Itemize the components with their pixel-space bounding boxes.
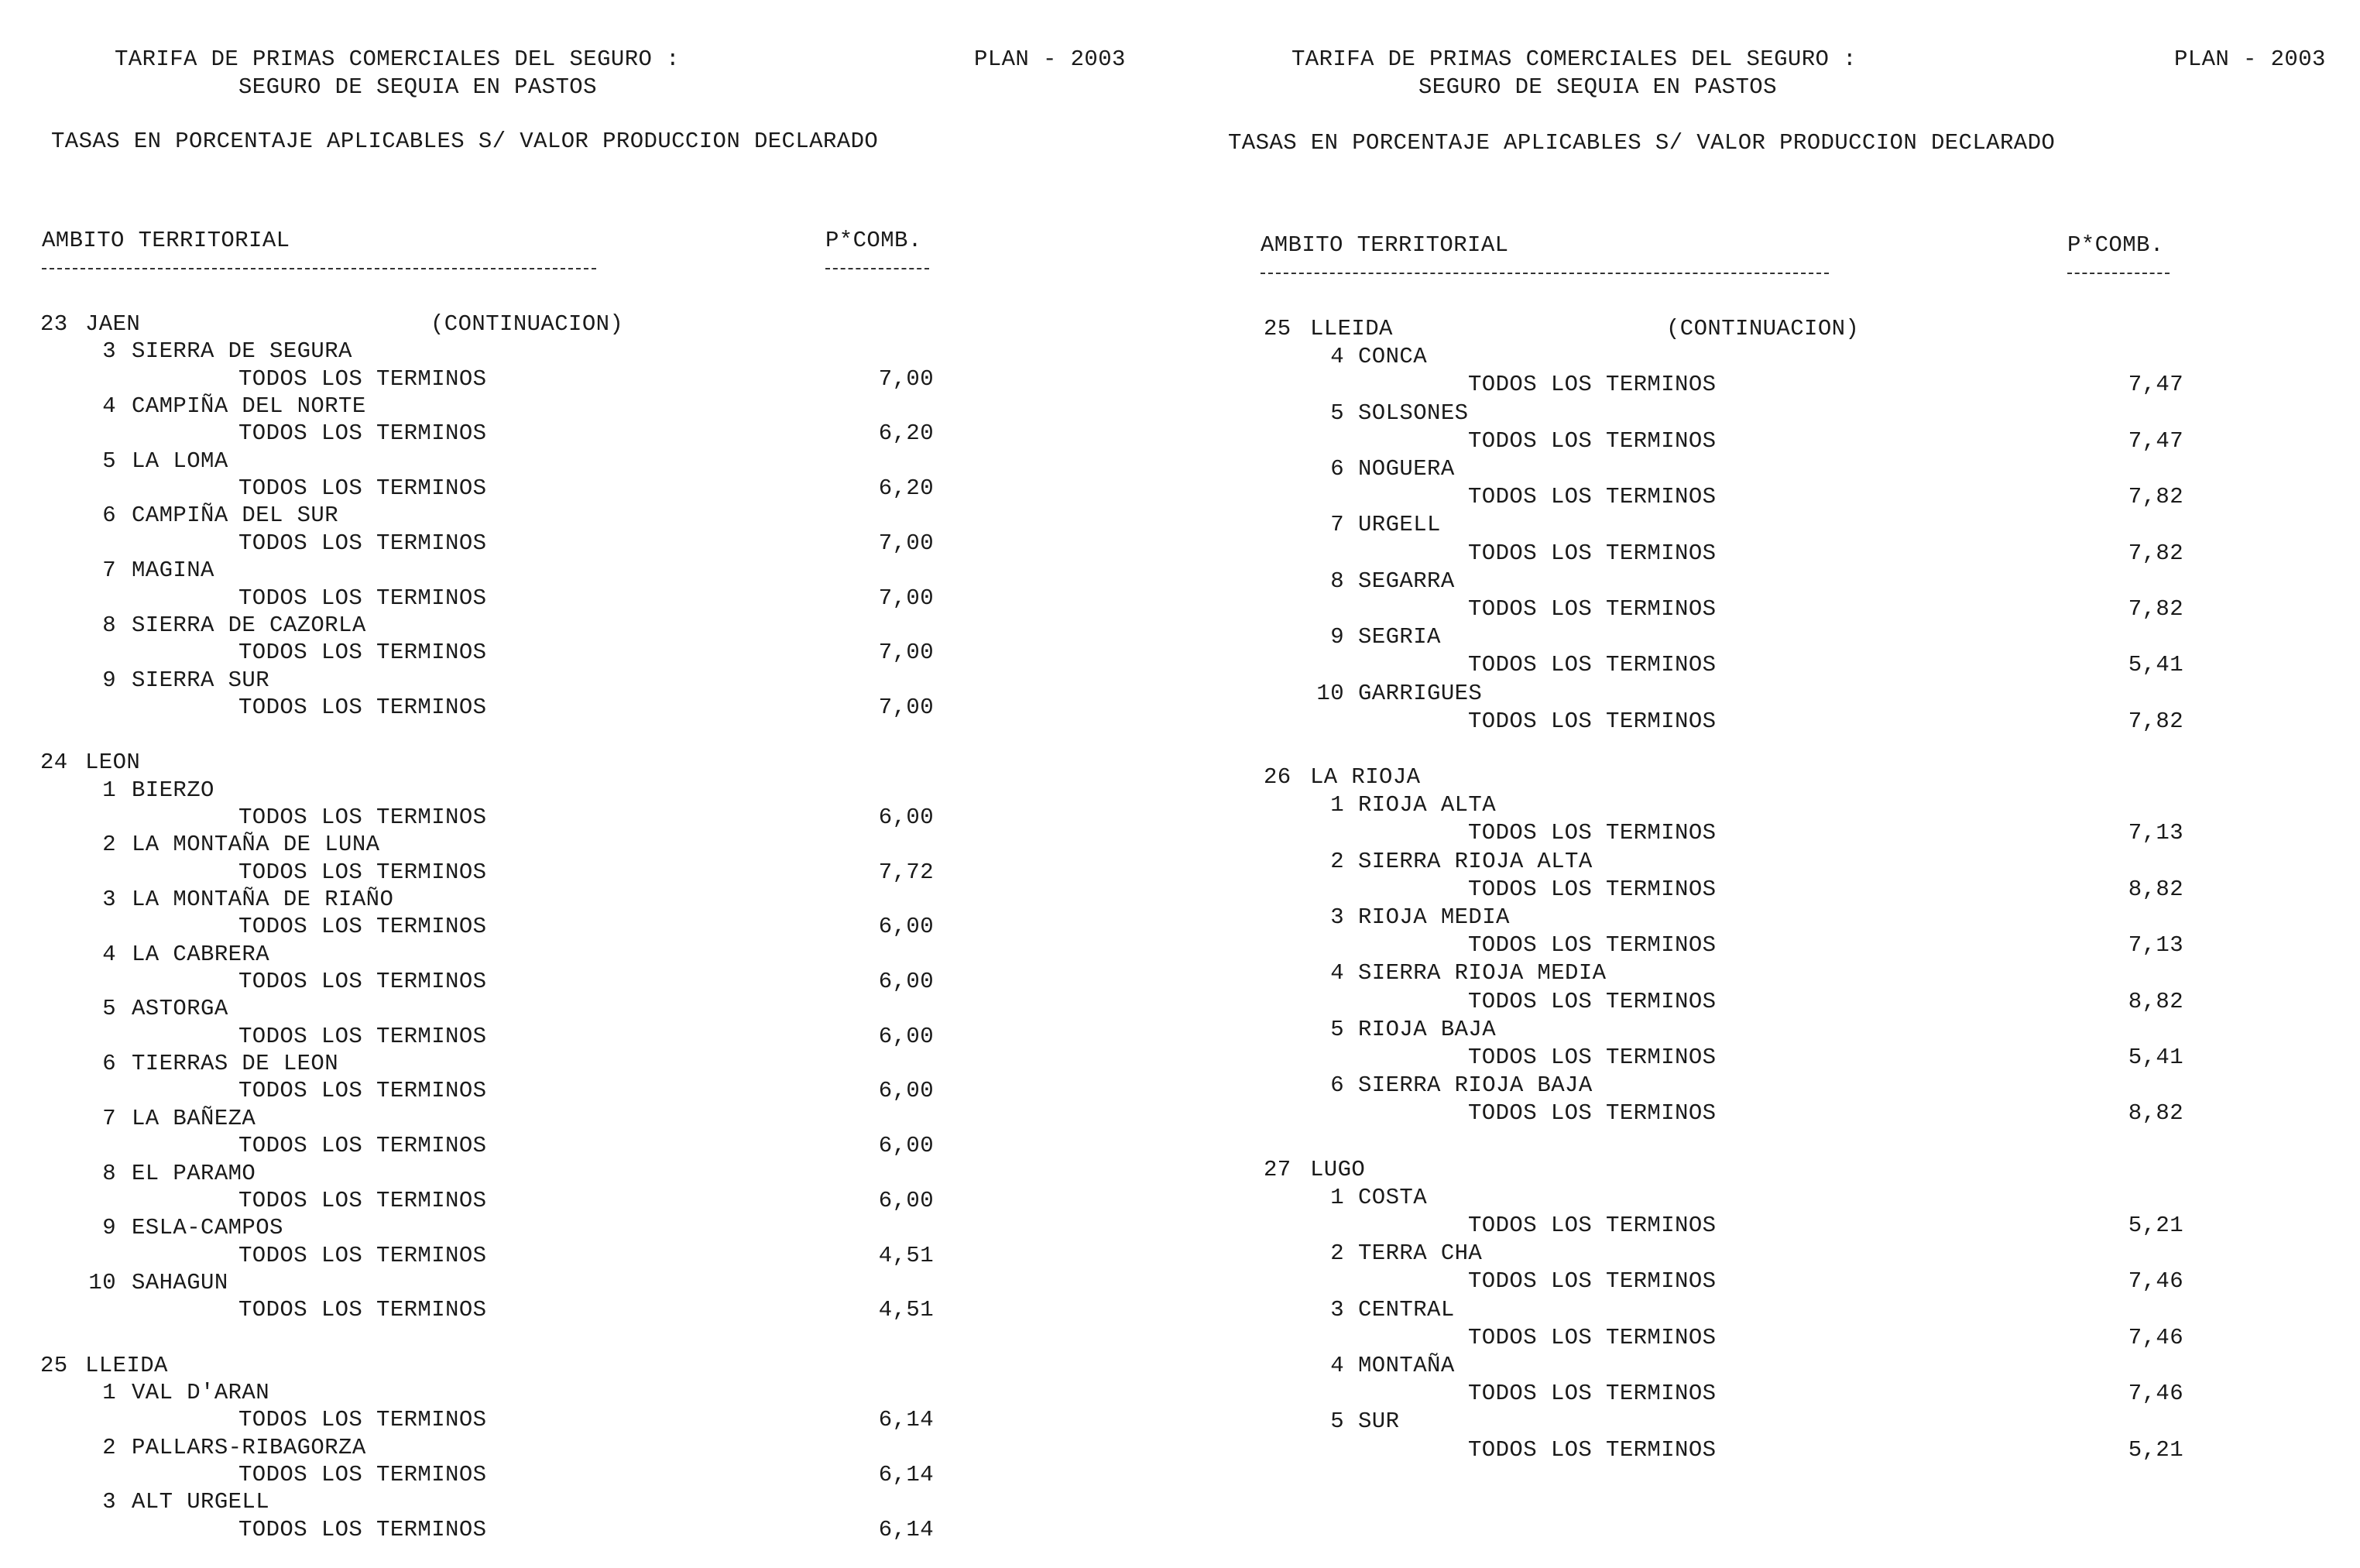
- comarca-name: EL PARAMO: [132, 1160, 256, 1186]
- comarca-number: 5: [1330, 1016, 1344, 1042]
- comarca-number: 2: [102, 832, 116, 858]
- plan-label: PLAN - 2003: [974, 46, 1126, 72]
- comarca-number: 6: [1330, 456, 1344, 482]
- terms-label: TODOS LOS TERMINOS: [238, 1023, 487, 1049]
- terms-label: TODOS LOS TERMINOS: [238, 1462, 487, 1487]
- terms-label: TODOS LOS TERMINOS: [1468, 1100, 1717, 1127]
- premium-rate: 8,82: [2128, 876, 2183, 902]
- comarca-name: SEGRIA: [1358, 624, 1441, 650]
- comarca-number: 5: [1330, 400, 1344, 426]
- comarca-name: LA MONTAÑA DE LUNA: [132, 832, 380, 858]
- comarca-number: 7: [1330, 512, 1344, 538]
- comarca-name: CAMPIÑA DEL SUR: [132, 503, 339, 529]
- premium-rate: 7,46: [2128, 1324, 2183, 1350]
- premium-rate: 7,72: [878, 859, 934, 885]
- comarca-number: 9: [102, 667, 116, 693]
- comarca-name: SOLSONES: [1358, 400, 1469, 426]
- terms-label: TODOS LOS TERMINOS: [238, 420, 487, 447]
- column-header-pcomb: P*COMB.: [2067, 232, 2164, 258]
- comarca-number: 5: [102, 448, 116, 474]
- column-header-ambito: AMBITO TERRITORIAL: [1261, 232, 1509, 258]
- comarca-name: TERRA CHA: [1358, 1240, 1483, 1267]
- premium-rate: 5,21: [2128, 1213, 2183, 1238]
- premium-rate: 7,82: [2128, 540, 2183, 566]
- comarca-name: MAGINA: [132, 558, 214, 584]
- terms-label: TODOS LOS TERMINOS: [1468, 596, 1717, 622]
- comarca-name: COSTA: [1358, 1184, 1428, 1210]
- premium-rate: 8,82: [2128, 1100, 2183, 1127]
- header-rule-pcomb: [2067, 273, 2170, 274]
- province-name: LEON: [85, 750, 141, 776]
- terms-label: TODOS LOS TERMINOS: [1468, 1268, 1717, 1295]
- province-code: 24: [40, 750, 68, 776]
- premium-rate: 7,13: [2128, 932, 2183, 959]
- premium-rate: 6,00: [878, 914, 934, 940]
- comarca-number: 4: [102, 393, 116, 420]
- terms-label: TODOS LOS TERMINOS: [238, 1407, 487, 1433]
- comarca-name: SUR: [1358, 1408, 1400, 1435]
- province-code: 25: [40, 1352, 68, 1378]
- comarca-name: RIOJA ALTA: [1358, 792, 1497, 818]
- title-line2: SEGURO DE SEQUIA EN PASTOS: [238, 74, 597, 100]
- title-line2: SEGURO DE SEQUIA EN PASTOS: [1418, 74, 1777, 100]
- province-code: 23: [40, 311, 68, 337]
- terms-label: TODOS LOS TERMINOS: [1468, 708, 1717, 734]
- province-code: 25: [1264, 316, 1291, 341]
- terms-label: TODOS LOS TERMINOS: [1468, 652, 1717, 678]
- premium-rate: 6,00: [878, 1023, 934, 1049]
- premium-rate: 7,47: [2128, 372, 2183, 398]
- comarca-name: SIERRA SUR: [132, 667, 270, 693]
- comarca-name: ASTORGA: [132, 996, 228, 1022]
- province-note: (CONTINUACION): [430, 311, 624, 337]
- comarca-name: RIOJA BAJA: [1358, 1016, 1497, 1042]
- subtitle: TASAS EN PORCENTAJE APLICABLES S/ VALOR PRODUCCION DECLARADO: [51, 129, 879, 154]
- premium-rate: 6,00: [878, 804, 934, 830]
- terms-label: TODOS LOS TERMINOS: [1468, 876, 1717, 902]
- comarca-name: SAHAGUN: [132, 1269, 228, 1295]
- comarca-number: 7: [102, 558, 116, 584]
- terms-label: TODOS LOS TERMINOS: [1468, 820, 1717, 846]
- premium-rate: 7,82: [2128, 708, 2183, 734]
- comarca-name: LA BAÑEZA: [132, 1105, 256, 1131]
- title-line1: TARIFA DE PRIMAS COMERCIALES DEL SEGURO :: [115, 46, 680, 72]
- comarca-number: 6: [1330, 1072, 1344, 1099]
- comarca-name: RIOJA MEDIA: [1358, 904, 1510, 930]
- terms-label: TODOS LOS TERMINOS: [238, 804, 487, 830]
- comarca-number: 6: [102, 503, 116, 529]
- subtitle: TASAS EN PORCENTAJE APLICABLES S/ VALOR PRODUCCION DECLARADO: [1228, 130, 2056, 156]
- terms-label: TODOS LOS TERMINOS: [1468, 1213, 1717, 1238]
- column-header-pcomb: P*COMB.: [825, 228, 922, 253]
- province-name: LUGO: [1310, 1156, 1366, 1182]
- comarca-number: 2: [1330, 1240, 1344, 1267]
- terms-label: TODOS LOS TERMINOS: [238, 1078, 487, 1104]
- comarca-number: 5: [1330, 1408, 1344, 1435]
- comarca-name: CENTRAL: [1358, 1296, 1455, 1323]
- premium-rate: 5,41: [2128, 652, 2183, 678]
- header-rule-pcomb: [825, 268, 929, 269]
- terms-label: TODOS LOS TERMINOS: [1468, 1381, 1717, 1407]
- comarca-number: 3: [102, 887, 116, 912]
- comarca-number: 8: [102, 1160, 116, 1186]
- title-line1: TARIFA DE PRIMAS COMERCIALES DEL SEGURO :: [1291, 46, 1857, 72]
- terms-label: TODOS LOS TERMINOS: [1468, 427, 1717, 454]
- terms-label: TODOS LOS TERMINOS: [1468, 1436, 1717, 1463]
- comarca-number: 1: [102, 777, 116, 803]
- comarca-name: GARRIGUES: [1358, 680, 1483, 706]
- comarca-number: 4: [102, 941, 116, 967]
- premium-rate: 7,00: [878, 585, 934, 611]
- comarca-number: 2: [102, 1434, 116, 1460]
- terms-label: TODOS LOS TERMINOS: [238, 475, 487, 502]
- comarca-number: 4: [1330, 344, 1344, 370]
- premium-rate: 6,00: [878, 969, 934, 995]
- premium-rate: 6,00: [878, 1187, 934, 1213]
- comarca-name: MONTAÑA: [1358, 1353, 1455, 1378]
- premium-rate: 8,82: [2128, 988, 2183, 1014]
- terms-label: TODOS LOS TERMINOS: [238, 1242, 487, 1268]
- terms-label: TODOS LOS TERMINOS: [238, 1516, 487, 1542]
- plan-label: PLAN - 2003: [2174, 46, 2326, 72]
- premium-rate: 5,41: [2128, 1045, 2183, 1070]
- comarca-number: 3: [102, 338, 116, 365]
- comarca-name: NOGUERA: [1358, 456, 1455, 482]
- comarca-number: 4: [1330, 1353, 1344, 1378]
- comarca-number: 3: [1330, 1296, 1344, 1323]
- comarca-name: ESLA-CAMPOS: [132, 1215, 283, 1241]
- premium-rate: 7,13: [2128, 820, 2183, 846]
- header-rule-ambito: [42, 268, 596, 269]
- comarca-number: 9: [1330, 624, 1344, 650]
- premium-rate: 7,46: [2128, 1381, 2183, 1407]
- terms-label: TODOS LOS TERMINOS: [1468, 1045, 1717, 1070]
- comarca-name: SIERRA RIOJA MEDIA: [1358, 960, 1607, 986]
- comarca-name: LA LOMA: [132, 448, 228, 474]
- comarca-number: 1: [1330, 792, 1344, 818]
- comarca-name: BIERZO: [132, 777, 214, 803]
- column-header-ambito: AMBITO TERRITORIAL: [42, 228, 290, 253]
- premium-rate: 6,14: [878, 1516, 934, 1542]
- comarca-name: SIERRA RIOJA BAJA: [1358, 1072, 1593, 1099]
- header-rule-ambito: [1261, 273, 1829, 274]
- terms-label: TODOS LOS TERMINOS: [238, 585, 487, 611]
- comarca-name: LA MONTAÑA DE RIAÑO: [132, 887, 394, 912]
- premium-rate: 7,46: [2128, 1268, 2183, 1295]
- comarca-name: URGELL: [1358, 512, 1441, 538]
- comarca-name: VAL D'ARAN: [132, 1379, 270, 1405]
- premium-rate: 7,82: [2128, 484, 2183, 510]
- province-name: LLEIDA: [85, 1352, 168, 1378]
- terms-label: TODOS LOS TERMINOS: [1468, 540, 1717, 566]
- premium-rate: 4,51: [878, 1297, 934, 1323]
- comarca-name: SIERRA DE SEGURA: [132, 338, 352, 365]
- premium-rate: 6,00: [878, 1078, 934, 1104]
- comarca-number: 8: [102, 612, 116, 638]
- comarca-number: 10: [1316, 680, 1344, 706]
- terms-label: TODOS LOS TERMINOS: [238, 1133, 487, 1159]
- comarca-number: 8: [1330, 568, 1344, 594]
- comarca-name: LA CABRERA: [132, 941, 270, 967]
- premium-rate: 7,82: [2128, 596, 2183, 622]
- premium-rate: 6,14: [878, 1462, 934, 1487]
- terms-label: TODOS LOS TERMINOS: [238, 1187, 487, 1213]
- page-right: [1223, 0, 2360, 1568]
- terms-label: TODOS LOS TERMINOS: [238, 969, 487, 995]
- terms-label: TODOS LOS TERMINOS: [238, 859, 487, 885]
- comarca-number: 7: [102, 1105, 116, 1131]
- terms-label: TODOS LOS TERMINOS: [1468, 484, 1717, 510]
- comarca-number: 9: [102, 1215, 116, 1241]
- terms-label: TODOS LOS TERMINOS: [238, 1297, 487, 1323]
- province-name: LLEIDA: [1310, 316, 1393, 341]
- comarca-name: TIERRAS DE LEON: [132, 1051, 339, 1077]
- province-name: JAEN: [85, 311, 141, 337]
- comarca-name: CONCA: [1358, 344, 1428, 370]
- comarca-number: 10: [88, 1269, 116, 1295]
- premium-rate: 7,00: [878, 694, 934, 720]
- premium-rate: 6,14: [878, 1407, 934, 1433]
- premium-rate: 7,00: [878, 530, 934, 556]
- premium-rate: 4,51: [878, 1242, 934, 1268]
- premium-rate: 7,47: [2128, 427, 2183, 454]
- terms-label: TODOS LOS TERMINOS: [1468, 988, 1717, 1014]
- province-code: 26: [1264, 764, 1291, 790]
- comarca-number: 6: [102, 1051, 116, 1077]
- premium-rate: 5,21: [2128, 1436, 2183, 1463]
- comarca-number: 4: [1330, 960, 1344, 986]
- terms-label: TODOS LOS TERMINOS: [238, 365, 487, 392]
- terms-label: TODOS LOS TERMINOS: [238, 914, 487, 940]
- comarca-number: 5: [102, 996, 116, 1022]
- premium-rate: 6,20: [878, 420, 934, 447]
- comarca-name: SIERRA RIOJA ALTA: [1358, 848, 1593, 874]
- premium-rate: 6,20: [878, 475, 934, 502]
- terms-label: TODOS LOS TERMINOS: [238, 640, 487, 666]
- comarca-name: CAMPIÑA DEL NORTE: [132, 393, 366, 420]
- comarca-name: SEGARRA: [1358, 568, 1455, 594]
- comarca-number: 1: [1330, 1184, 1344, 1210]
- terms-label: TODOS LOS TERMINOS: [1468, 932, 1717, 959]
- comarca-number: 2: [1330, 848, 1344, 874]
- terms-label: TODOS LOS TERMINOS: [1468, 1324, 1717, 1350]
- premium-rate: 7,00: [878, 365, 934, 392]
- comarca-name: ALT URGELL: [132, 1489, 270, 1515]
- terms-label: TODOS LOS TERMINOS: [1468, 372, 1717, 398]
- premium-rate: 7,00: [878, 640, 934, 666]
- province-name: LA RIOJA: [1310, 764, 1421, 790]
- comarca-number: 1: [102, 1379, 116, 1405]
- comarca-name: SIERRA DE CAZORLA: [132, 612, 366, 638]
- comarca-number: 3: [1330, 904, 1344, 930]
- comarca-name: PALLARS-RIBAGORZA: [132, 1434, 366, 1460]
- terms-label: TODOS LOS TERMINOS: [238, 530, 487, 556]
- province-code: 27: [1264, 1156, 1291, 1182]
- premium-rate: 6,00: [878, 1133, 934, 1159]
- terms-label: TODOS LOS TERMINOS: [238, 694, 487, 720]
- comarca-number: 3: [102, 1489, 116, 1515]
- province-note: (CONTINUACION): [1666, 316, 1860, 341]
